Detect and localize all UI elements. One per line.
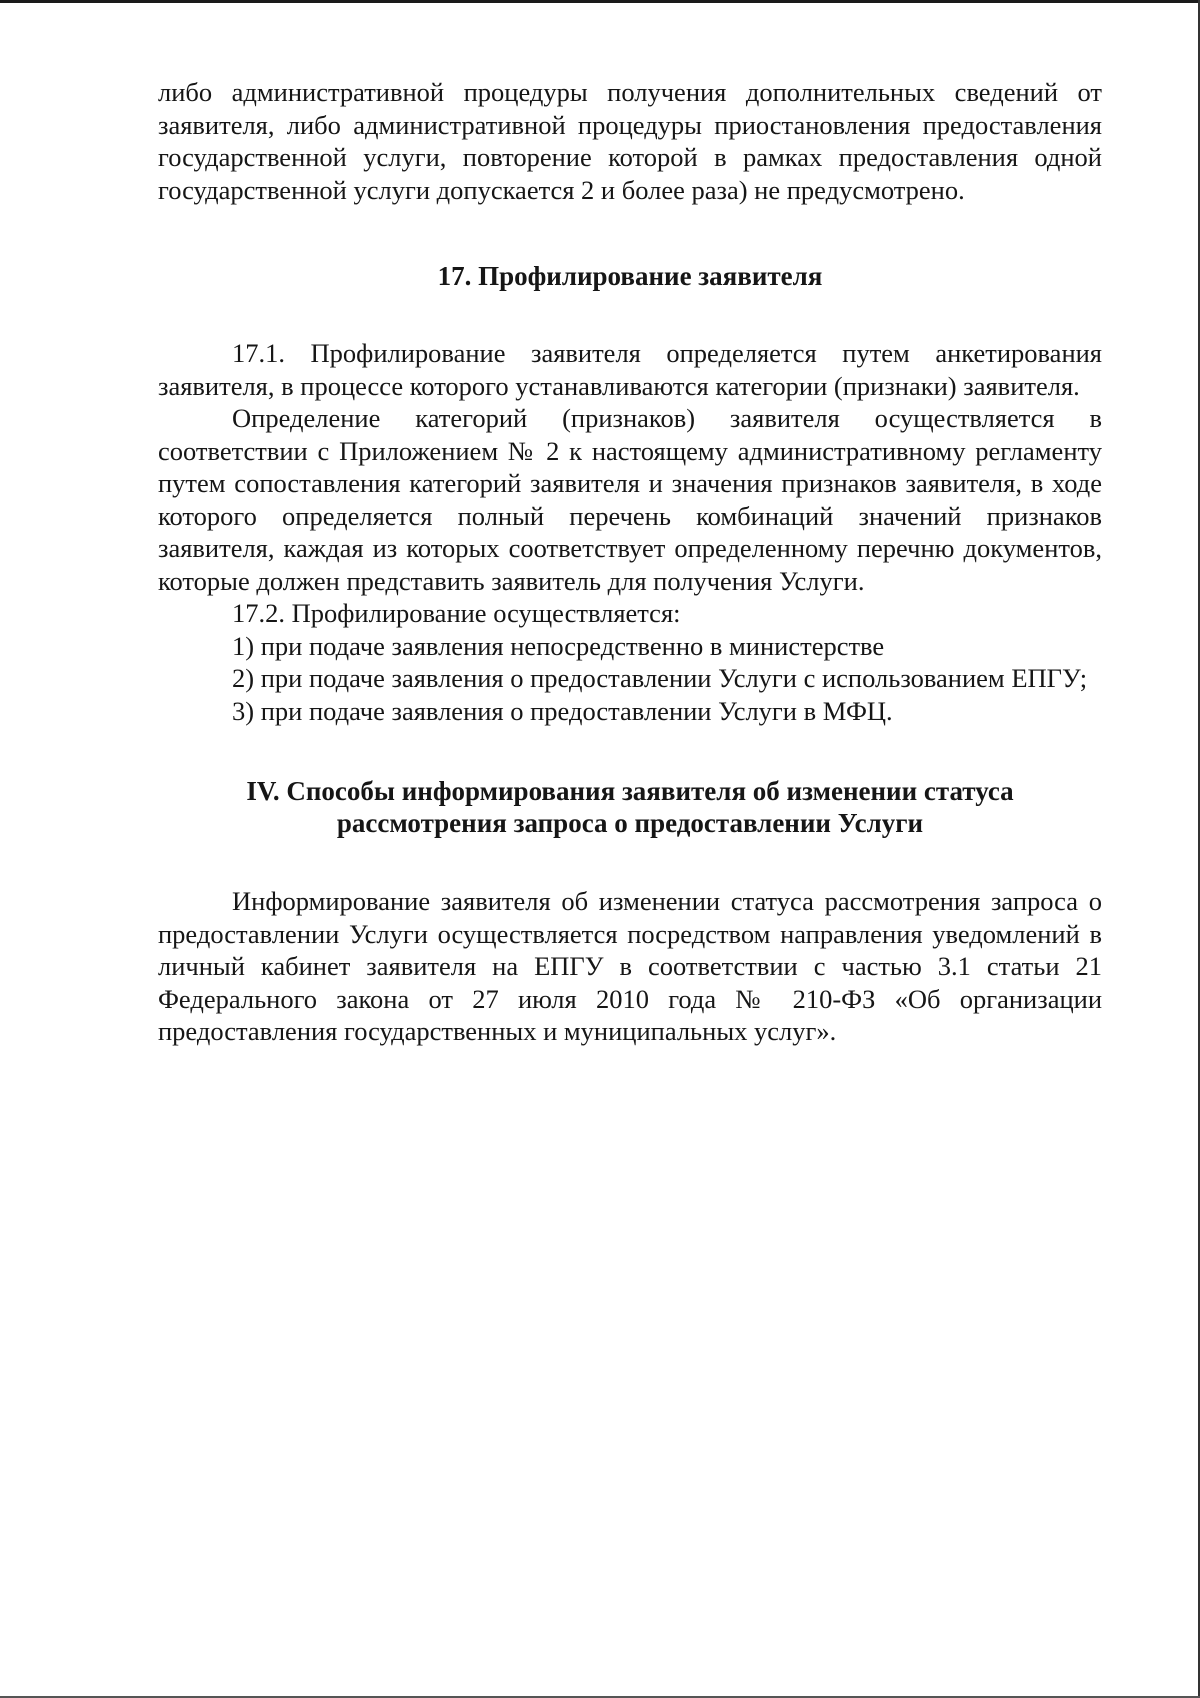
intro-paragraph: либо административной процедуры получения дополнительных сведений от заявителя, либо административной процедуры приостановления предоставления государственной услуги, повторение которой в рамках предоставления одной государственной услуги допускается 2 и более раза) не предусмотрено.: [158, 77, 1102, 205]
section-17-heading: 17. Профилирование заявителя: [437, 261, 823, 291]
paragraph-definition: Определение категорий (признаков) заявителя осуществляется в соответствии с Приложением № 2 к настоящему административному регламенту путем сопоставления категорий заявителя и значения признаков заявителя, в ходе которого определяется полный перечень комбинаций значений признаков заявителя, каждая из которых соответствует определенному перечню документов, которые должен представить заявитель для получения Услуги.: [158, 403, 1102, 596]
list-item-3: 3) при подаче заявления о предоставлении Услуги в МФЦ.: [232, 695, 893, 726]
section-iv-heading: [158, 775, 1102, 839]
section-iv-heading-line-2: рассмотрения запроса о предоставлении Услуги: [336, 808, 924, 838]
section-iv-paragraph: Информирование заявителя об изменении статуса рассмотрения запроса о предоставлении Услуги осуществляется посредством направления уведомлений в личный кабинет заявителя на ЕПГУ в соответствии с частью 3.1 статьи 21 Федерального закона от 27 июля 2010 года № 210-ФЗ «Об организации предоставления государственных и муниципальных услуг».: [158, 886, 1102, 1046]
list-item-1: 1) при подаче заявления непосредственно в министерстве: [232, 630, 885, 661]
section-iv-heading-line-1: IV. Способы информирования заявителя об изменении статуса: [246, 776, 1014, 806]
paragraph-17-2: 17.2. Профилирование осуществляется:: [232, 598, 681, 628]
list-item-2: 2) при подаче заявления о предоставлении Услуги с использованием ЕПГУ;: [232, 663, 1088, 693]
scan-border-top: [0, 0, 1200, 3]
document-body: [158, 76, 1102, 1048]
paragraph-17-1: 17.1. Профилирование заявителя определяется путем анкетирования заявителя, в процессе которого устанавливаются категории (признаки) заявителя.: [158, 338, 1102, 401]
